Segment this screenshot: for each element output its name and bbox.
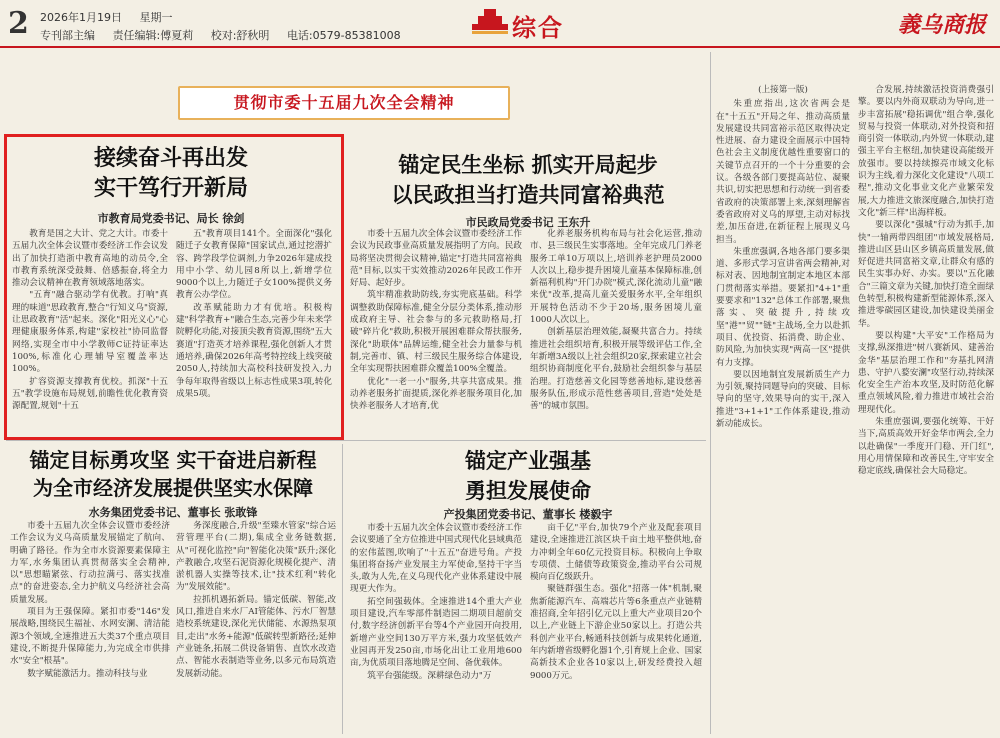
paragraph: 五"教育项目141个。全面深化"强化随迁子女教育保障"国家试点,通过挖潜扩容、跨学段学位调剂,力争2026年建成投用中小学、幼儿园8所以上,新增学位9000个以上,力随迁子女100%提供义务教育公办学位。 xyxy=(176,229,332,301)
topic-banner-text: 贯彻市委十五届九次全会精神 xyxy=(233,93,455,112)
article-4-title-line1: 锚定产业强基 xyxy=(465,449,591,473)
section-logo-icon xyxy=(468,6,512,36)
article-1-title-line1: 接续奋斗再出发 xyxy=(93,146,248,171)
paragraph: 数字赋能激活力。推动科技与业 xyxy=(27,668,148,679)
section-title: 综合 xyxy=(512,14,564,42)
issue-weekday: 星期一 xyxy=(139,11,173,24)
topic-banner xyxy=(178,86,510,120)
article-3-byline: 水务集团党委书记、董事长 张敢锋 xyxy=(88,506,258,519)
article-1-column-2 xyxy=(176,228,332,428)
paragraph: 市委十五届九次全体会议暨市委经济工作会议要通了全方位推进中国式现代化县域典范的宏伟蓝图,吹响了"十五五"奋进号角。产投集团将奋扬产业发展主力军使命,坚持干字当头,敢为人先,在义乌现代化产业体系建设中展现更大作为。 xyxy=(350,523,522,595)
paragraph: 扩容资源支撑教育优校。抓深"十五五"教学设施布局规划,前瞻性优化教育资源配置,规划"十五 xyxy=(12,376,168,412)
article-1-column-1 xyxy=(12,228,168,428)
paragraph: 要以深化"强城"行动为抓手,加快"一轴两带四组团"市域发展格局,推进山区县山区乡镇高质量发展,做好促进共同富裕文章,让群众有感的民生实事办好、办实。要以"五化融合"三篇文章为关键,加快打造全面绿色转型,积极构建新型能源体系,深入推进零碳园区建设,加快建设美丽金华。 xyxy=(858,220,994,329)
paragraph: 项目为王强保障。紧扣市委"146"发展战略,围绕民生福祉、水网安澜、清洁能源3个领域,全速推进五大类37个重点项目建设,不断提升保障能力,为完成全市供排水"安全"根基"。 xyxy=(10,607,170,667)
proofreader: 校对:舒秋明 xyxy=(210,29,270,42)
paragraph: 教育是国之大计、党之大计。市委十五届九次全体会议暨市委经济工作会议发出了加快打造浙中教育高地的动员令,全市教育系统深受鼓舞、倍感振奋,将全力推动会议精神在教育领域落地落实。 xyxy=(12,229,168,289)
paragraph: 拓空间强载体。全速推进14个重大产业项目建设,汽车零部件制造园二期项目超前交付,数字经济创新平台等4个产业园开向投用,新增产业空间130万平方米,强力攻坚低效产业园再开发250亩,市场化出让工业用地600亩,为优质项目落地腾足空间、备优载体。 xyxy=(350,596,522,669)
paragraph: 市委十五届九次全体会议暨市委经济工作会议为民政事业高质量发展指明了方向。民政局将坚决贯彻会议精神,锚定"打造共同富裕典范"目标,以实干实效推动2026年民政工作开好局、起好步。 xyxy=(350,229,522,289)
article-3-column-1 xyxy=(10,520,170,734)
paragraph: 亩千亿"平台,加快79个产业及配套项目建设,全速推进江滨区块千亩土地平整供地,奋力冲刺全年60亿元投资目标。积极向上争取专项债、土储债等政策资金,推动平台公司规模向百亿级跃升。 xyxy=(530,523,702,583)
paragraph: 市委十五届九次全体会议暨市委经济工作会议为义乌高质量发展锚定了航向、明确了路径。作为全市水资源要素保障主力军,水务集团认真贯彻落实全会精神,以"思想瞄紧弦、行动拉满弓、落实找准点"的奋进姿态,全力护航义乌经济社会高质量发展。 xyxy=(10,521,170,605)
newspaper-logo: 義乌商报 xyxy=(897,12,986,38)
responsible-editor: 责任编辑:傅夏莉 xyxy=(112,29,194,42)
article-3-title-line1: 锚定目标勇攻坚 实干奋进启新程 xyxy=(29,448,317,472)
paragraph: 朱重庶指出,这次省两会是在"十五五"开局之年、推动高质量发展建设共同富裕示范区取得决定性进展、奋力建设全面展示中国特色社会主义制度优越性重要窗口的关键节点召开的一个十分重要的会议。各级各部门要提高站位、凝聚共识,切实把思想和行动统一到省委省政府的决策部署上来,深刻理解省委省政府对义乌的厚望,主动对标找差,加压奋进,在新征程上展现义乌担当。 xyxy=(716,99,850,245)
article-2-title-line1: 锚定民生坐标 抓实开局起步 xyxy=(398,153,658,177)
paragraph: 朱重庶强调,各地各部门要多渠道、多形式学习宣讲省两会精神,对标对表、因地制宜制定本地区本部门贯彻落实举措。要紧扣"4+1"重要要求和"132"总体工作部署,聚焦落实、突破提升,持续攻坚"港""贸""链"主战场,全力以赴抓项目、优投资、拓消费、助企业、防风险,为加快实现"两高一区"提供有力支撑。 xyxy=(716,246,850,368)
article-4-column-2 xyxy=(530,522,702,734)
paragraph: "五育"融合驱动学有优教。打响"真理的味道"思政教育,整合"行知义乌"资源,让思政教育"活"起来。深化"阳光义心"心理健康服务体系,构建"家校社"协同监督网络,实现全市中小学教师C证持证率达100%,标准化心理辅导室覆盖率达100%。 xyxy=(12,290,168,375)
paragraph: 合发展,持续激活投资消费强引擎。要以内外商双联动为导向,进一步丰富拓展"稳拓调优"组合拳,强化贸易与投资一体联动,对外投资和招商引资一体联动,内外贸一体联动,建强主平台主枢纽,加快建设高能级开放强市。要以持续擦亮市域文化标识为主线,着力深化文化建设"八项工程",推动文化事业文化产业繁荣发展,大力推进文旅深度融合,加快打造文化"新三样"出海样板。 xyxy=(858,85,994,218)
column-divider-right xyxy=(710,52,711,734)
paragraph: 务深度融合,升级"至臻水管家"综合运营管理平台(二期),集成全业务链数据,从"可视化监控"向"智能化决策"跃升;深化产教融合,攻坚石泥资源化规模化提产、清淤机器人实操等技术,让"技术红利"转化为"发展效能"。 xyxy=(176,521,336,593)
paragraph: 聚链群强生态。强化"招落一体"机制,聚焦新能源汽车、高端芯片等6条重点产业链精准招商,全年招引亿元以上重大产业项目20个以上,产业链上下游企业50家以上。打造公共科创产业平台,畅通科技创新与成果转化通道,年内新增省级孵化器1个,引育规上企业、国家高新技术企业各10家以上,研发经费投入超9000万元。 xyxy=(530,584,702,681)
article-3-column-2 xyxy=(176,520,336,734)
article-2-byline: 市民政局党委书记 王东升 xyxy=(465,216,591,229)
issue-date: 2026年1月19日 xyxy=(40,11,122,24)
paragraph: 化养老服务机构布局与社会化运营,推动市、县三级民生实事落地。全年完成几门养老服务工单10万项以上,培训养老护理员2000人次以上,稳步提升困境儿童基本保障标准,创新福利机构"开门办院"模式,深化流动儿童"融来优"改革,提高儿童关爱服务水平,全年组织开展特色活动不少于20场,服务困境儿童1000人次以上。 xyxy=(530,229,702,326)
issue-date-line xyxy=(40,9,187,25)
page-number: 2 xyxy=(8,6,29,41)
paragraph: 拉抓机遇拓新局。锚定低碳、智能,改风口,推进自来水厂AI管能体、污水厂智慧造校系统建设,深化光伏储能、水源热泵项目,走出"水务+能源"低碳转型新路径;延伸产业链条,拓展二供设备销售、直饮水改造点、智能水表制造等业务,以多元布局筑造发展新动能。 xyxy=(176,594,336,679)
article-4-title-line2: 勇担发展使命 xyxy=(465,479,591,503)
column-divider xyxy=(342,444,343,734)
paragraph: 改革赋能助力才有优培。积极构建"科学教育+"融合生态,完善少年未来学院孵化功能,对接顶尖教育资源,围绕"五大赛道"打造英才培养课程,强化创新人才贯通培养,确保2026年高考特控线上线突破2050人,持续加大高校科技研发投入,力争每年取得省级以上标志性成果3项,转化成果5项。 xyxy=(176,302,332,399)
continued-article-column-1 xyxy=(716,84,850,734)
page-header xyxy=(0,0,1000,48)
continued-note: (上接第一版) xyxy=(758,85,808,95)
article-3-title xyxy=(6,446,340,502)
staff-line xyxy=(40,27,415,43)
paragraph: 筑平台强能级。深耕绿色动力"万 xyxy=(367,670,492,681)
paragraph: 筑牢精准救助防线,夯实兜底基础。科学调整救助保障标准,健全分层分类体系,推动形成政府主导、社会参与的多元救助格局,打破"碎片化"救助,积极开展困难群众帮扶服务,深化"助联体"品牌运维,健全社会力量参与机制,完善市、镇、村三级民生服务综合体建设,全年实现帮扶困难群众覆盖100%全覆盖。 xyxy=(350,290,522,375)
article-1-title xyxy=(6,144,336,204)
article-2-column-2 xyxy=(530,228,702,434)
paragraph: 创新基层治理效能,凝聚共富合力。持续推进社会组织培育,积极开展等级评估工作,全年新增3A级以上社会组织20家,探索建立社会组织协商制度化平台,鼓励社会组织参与基层治理。打造慈善文化园等慈善地标,建设慈善服务队伍,形成示范性慈善项目,营造"处处是善"的城市氛围。 xyxy=(530,327,702,412)
article-2-title xyxy=(346,150,710,210)
article-2-column-1 xyxy=(350,228,522,434)
paragraph: 优化"一老一小"服务,共享共富成果。推动养老服务扩面提质,深化养老服务项目化,加快养老服务人才培育,优 xyxy=(350,376,522,412)
phone: 电话:0579-85381008 xyxy=(286,29,401,42)
article-4-title xyxy=(346,446,710,506)
paragraph: 朱重庶强调,要强化统筹、干好当下,高质高效开好金华市两会,全力以赴确保"一季度开门稳、开门红",用心用情保障和改善民生,守牢安全稳定底线,确保社会大局稳定。 xyxy=(858,417,994,477)
paragraph: 要以因地制宜发展新质生产力为引领,聚持同题导向的突破、目标导向的坚守,效果导向的实干,深入推进"3+1+1"工作体系建设,推动新动能成长。 xyxy=(716,369,850,430)
article-1-byline: 市教育局党委书记、局长 徐剑 xyxy=(97,212,245,225)
article-4-byline: 产投集团党委书记、董事长 楼毅宇 xyxy=(443,508,613,521)
edition-editor: 专刊部主编 xyxy=(40,29,95,42)
article-4-column-1 xyxy=(350,522,522,734)
section-divider xyxy=(6,440,706,441)
article-1-title-line2: 实干笃行开新局 xyxy=(93,176,248,201)
paragraph: 要以构建"大平安"工作格局为支撑,纵深推进"树八赛新风、建善治金华"基层治理工作和"夯基扎网清患、守护八婺安澜"攻坚行动,持续深化安全生产治本攻坚,及时防范化解重点领域风险,着力推进市域社会治理现代化。 xyxy=(858,330,994,415)
article-2-title-line2: 以民政担当打造共同富裕典范 xyxy=(391,183,665,207)
continued-article-column-2 xyxy=(858,84,994,734)
article-3-title-line2: 为全市经济发展提供坚实水保障 xyxy=(33,476,313,500)
